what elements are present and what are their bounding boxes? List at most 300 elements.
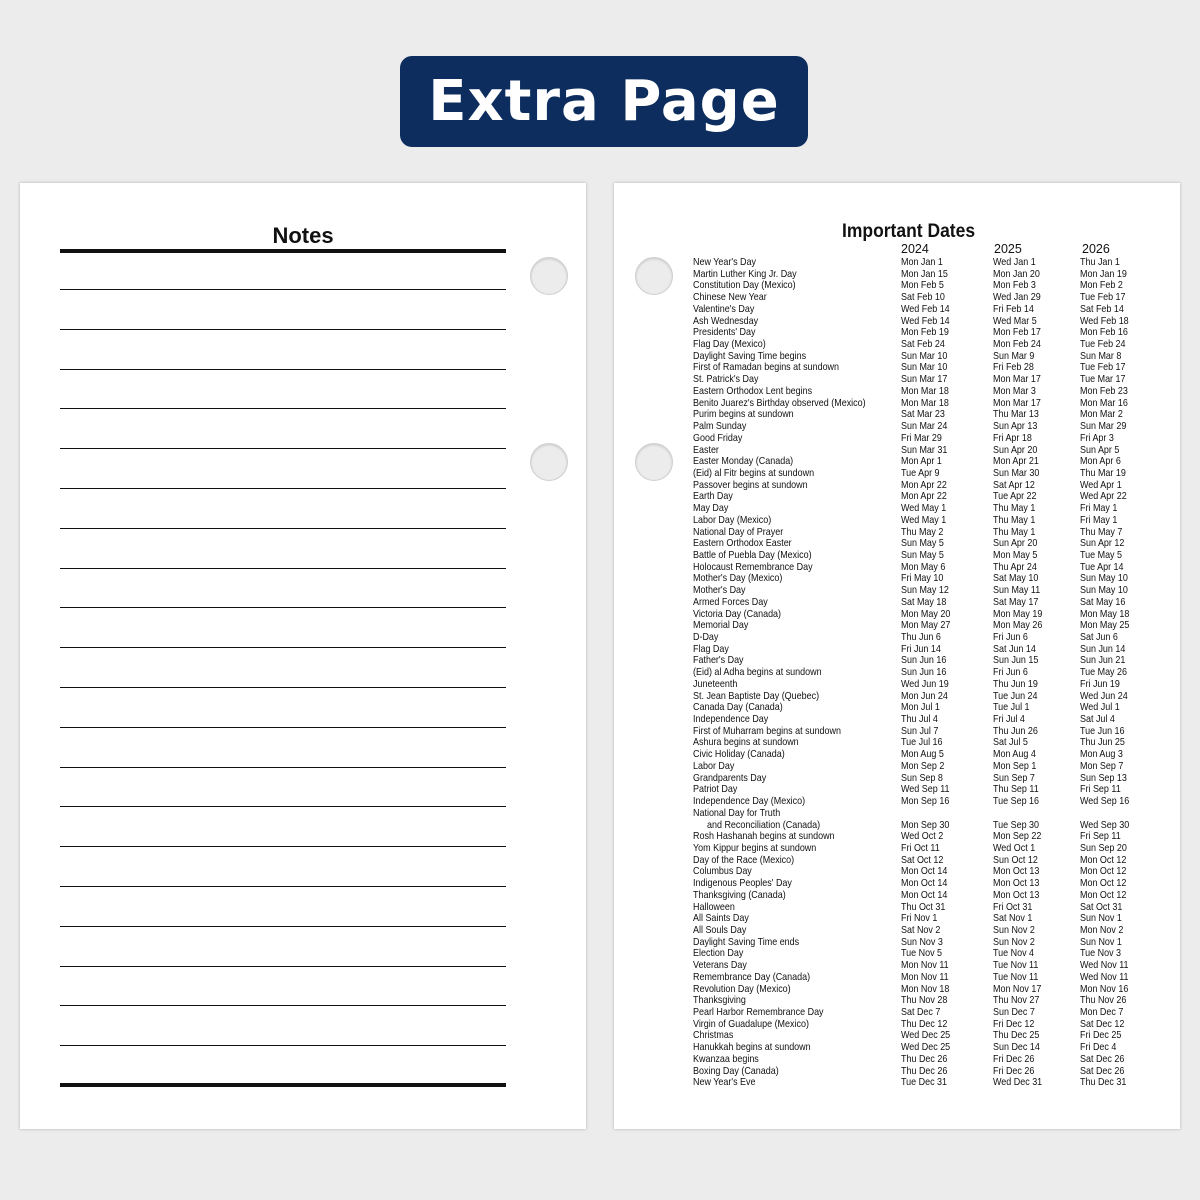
date-2024: Mon Jun 24 xyxy=(901,690,948,702)
date-2024: Mon Apr 1 xyxy=(901,456,942,468)
holiday-name: All Souls Day xyxy=(693,924,747,936)
date-2026: Wed Feb 18 xyxy=(1080,315,1129,327)
date-row xyxy=(693,890,1163,902)
date-2026: Tue Jun 16 xyxy=(1080,725,1125,737)
year-header-2025: 2025 xyxy=(994,242,1022,256)
holiday-name: Victoria Day (Canada) xyxy=(693,608,782,620)
holiday-name: Ash Wednesday xyxy=(693,315,759,327)
date-2026: Thu Nov 26 xyxy=(1080,995,1127,1007)
date-2024: Sat Mar 23 xyxy=(901,409,945,421)
date-row xyxy=(693,468,1163,480)
date-row xyxy=(693,831,1163,843)
date-2024: Mon Aug 5 xyxy=(901,749,944,761)
date-2024: Fri May 10 xyxy=(901,573,944,585)
date-2026: Sat Jun 6 xyxy=(1080,632,1118,643)
holiday-name: Good Friday xyxy=(693,432,743,444)
date-row xyxy=(693,948,1163,960)
holiday-name: First of Ramadan begins at sundown xyxy=(693,362,840,374)
notes-rule-line xyxy=(60,488,506,489)
date-2026: Wed Nov 11 xyxy=(1080,971,1129,983)
date-2026: Fri May 1 xyxy=(1080,514,1118,526)
date-2024: Mon Oct 14 xyxy=(901,889,948,901)
date-2025: Sun Apr 13 xyxy=(993,421,1038,433)
date-2025: Tue Jul 1 xyxy=(993,702,1030,714)
holiday-name: and Reconciliation (Canada) xyxy=(707,819,821,831)
date-2024: Sun Jun 16 xyxy=(901,667,947,679)
holiday-name: Memorial Day xyxy=(693,620,749,632)
date-2025: Sat Apr 12 xyxy=(993,479,1035,491)
date-2026: Fri May 1 xyxy=(1080,503,1118,515)
date-2025: Sun Mar 9 xyxy=(993,350,1035,362)
date-2025: Thu May 1 xyxy=(993,526,1036,538)
date-2025: Tue Nov 4 xyxy=(993,948,1035,960)
date-2026: Mon Sep 7 xyxy=(1080,760,1124,772)
notes-title: Notes xyxy=(272,223,334,248)
holiday-name: Easter Monday (Canada) xyxy=(693,456,794,468)
notes-rule-line xyxy=(60,448,506,449)
date-2026: Tue May 26 xyxy=(1080,667,1128,679)
date-2026: Wed Jul 1 xyxy=(1080,702,1120,714)
date-row xyxy=(693,737,1163,749)
date-2026: Tue Apr 14 xyxy=(1080,561,1124,573)
date-2025: Fri Jun 6 xyxy=(993,667,1028,679)
date-2024: Mon Nov 11 xyxy=(901,960,949,972)
date-2026: Mon Oct 12 xyxy=(1080,866,1127,878)
holiday-name: National Day of Prayer xyxy=(693,526,784,538)
date-2025: Thu Sep 11 xyxy=(993,784,1039,796)
date-2025: Thu Mar 13 xyxy=(993,409,1039,421)
date-2024: Sun Mar 17 xyxy=(901,374,948,386)
date-2026: Sun Jun 14 xyxy=(1080,643,1126,655)
banner-label: Extra Page xyxy=(428,69,780,134)
important-dates-page xyxy=(614,183,1180,1129)
date-row xyxy=(693,351,1163,363)
date-2024: Thu Dec 26 xyxy=(901,1065,948,1077)
date-2026: Mon Aug 3 xyxy=(1080,749,1123,761)
binder-hole-left-top xyxy=(530,257,568,295)
date-2024: Sun May 5 xyxy=(901,538,944,550)
date-row xyxy=(693,655,1163,667)
date-2026: Wed Nov 11 xyxy=(1080,960,1129,972)
date-2026: Sun May 10 xyxy=(1080,585,1128,597)
date-2024: Mon Apr 22 xyxy=(901,491,947,503)
holiday-name: Columbus Day xyxy=(693,866,752,878)
notes-rule-line xyxy=(60,289,506,290)
holiday-name: Boxing Day (Canada) xyxy=(693,1065,779,1077)
date-2025: Wed Mar 5 xyxy=(993,315,1037,327)
date-2025: Mon Feb 3 xyxy=(993,280,1036,292)
holiday-name: Easter xyxy=(693,444,719,456)
date-2024: Thu Dec 26 xyxy=(901,1053,948,1065)
date-2026: Wed Sep 30 xyxy=(1080,819,1130,831)
date-2026: Wed Sep 16 xyxy=(1080,796,1130,808)
date-2024: Sun Mar 24 xyxy=(901,421,948,433)
date-2024: Wed Feb 14 xyxy=(901,315,950,327)
date-2024: Mon Feb 5 xyxy=(901,280,944,292)
holiday-name: Martin Luther King Jr. Day xyxy=(693,268,797,280)
date-row xyxy=(693,421,1163,433)
date-2026: Wed Apr 1 xyxy=(1080,479,1122,491)
date-2024: Sun Sep 8 xyxy=(901,772,943,784)
date-2025: Sun Oct 12 xyxy=(993,854,1038,866)
notes-rule-line xyxy=(60,607,506,608)
date-2024: Wed May 1 xyxy=(901,503,947,515)
date-row xyxy=(693,362,1163,374)
date-row xyxy=(693,937,1163,949)
date-2025: Mon Sep 22 xyxy=(993,831,1042,843)
date-2024: Thu May 2 xyxy=(901,526,944,538)
holiday-name: Thanksgiving xyxy=(693,995,746,1007)
date-row xyxy=(693,1066,1163,1078)
date-2026: Sun Mar 8 xyxy=(1080,350,1122,362)
date-2024: Mon May 27 xyxy=(901,620,951,632)
date-2024: Thu Dec 12 xyxy=(901,1018,948,1030)
holiday-name: Ashura begins at sundown xyxy=(693,737,799,749)
holiday-name: Daylight Saving Time begins xyxy=(693,350,807,362)
holiday-name: Patriot Day xyxy=(693,784,738,796)
date-2025: Fri Oct 31 xyxy=(993,901,1033,913)
date-2026: Mon Nov 16 xyxy=(1080,983,1129,995)
date-row xyxy=(693,527,1163,539)
date-2025: Sat May 10 xyxy=(993,573,1039,585)
date-2025: Wed Jan 29 xyxy=(993,292,1041,304)
date-2025: Mon Nov 17 xyxy=(993,983,1042,995)
holiday-name: Presidents' Day xyxy=(693,327,756,339)
date-2025: Sat Jul 5 xyxy=(993,737,1028,749)
notes-rule-line xyxy=(60,966,506,967)
date-2025: Sun May 11 xyxy=(993,585,1041,597)
date-2024: Mon Sep 2 xyxy=(901,760,945,772)
year-header-2024: 2024 xyxy=(901,242,929,256)
date-2026: Mon Oct 12 xyxy=(1080,854,1127,866)
date-2024: Wed Dec 25 xyxy=(901,1042,951,1054)
notes-rule-line xyxy=(60,369,506,370)
holiday-name: New Year's Day xyxy=(693,257,757,268)
date-2026: Mon Mar 2 xyxy=(1080,409,1123,421)
date-row xyxy=(693,456,1163,468)
date-2025: Fri Jun 6 xyxy=(993,632,1028,643)
important-dates-title: Important Dates xyxy=(842,221,976,242)
holiday-name: Flag Day (Mexico) xyxy=(693,339,766,351)
date-2026: Mon Nov 2 xyxy=(1080,924,1124,936)
date-2026: Sun Mar 29 xyxy=(1080,421,1127,433)
date-row xyxy=(693,304,1163,316)
date-row xyxy=(693,866,1163,878)
date-row xyxy=(693,679,1163,691)
date-2025: Tue Sep 16 xyxy=(993,796,1040,808)
date-row xyxy=(693,843,1163,855)
date-2026: Sat May 16 xyxy=(1080,596,1126,608)
date-row xyxy=(693,691,1163,703)
date-row xyxy=(693,1019,1163,1031)
date-2026: Sat Dec 26 xyxy=(1080,1053,1125,1065)
date-2024: Wed Sep 11 xyxy=(901,784,950,796)
date-2024: Wed Dec 25 xyxy=(901,1030,951,1042)
date-row xyxy=(693,1054,1163,1066)
date-2026: Fri Dec 4 xyxy=(1080,1042,1117,1054)
date-2025: Mon Feb 17 xyxy=(993,327,1041,339)
date-2024: Wed May 1 xyxy=(901,514,947,526)
date-2025: Mon Apr 21 xyxy=(993,456,1039,468)
date-2025: Mon Oct 13 xyxy=(993,866,1040,878)
notes-top-rule xyxy=(60,249,506,253)
binder-hole-right-bottom xyxy=(635,443,673,481)
notes-rule-line xyxy=(60,687,506,688)
date-row xyxy=(693,269,1163,281)
date-2026: Fri Dec 25 xyxy=(1080,1030,1122,1042)
date-row xyxy=(693,409,1163,421)
date-2025: Mon Feb 24 xyxy=(993,339,1041,351)
date-2026: Mon May 25 xyxy=(1080,620,1130,632)
date-row xyxy=(693,292,1163,304)
date-2025: Sat May 17 xyxy=(993,596,1039,608)
date-row xyxy=(693,503,1163,515)
holiday-name: Labor Day (Mexico) xyxy=(693,514,772,526)
date-2024: Mon Sep 16 xyxy=(901,796,950,808)
date-row xyxy=(693,257,1163,269)
date-2025: Mon Oct 13 xyxy=(993,889,1040,901)
date-2024: Sat Dec 7 xyxy=(901,1007,941,1018)
date-2025: Mon Mar 17 xyxy=(993,374,1041,386)
date-row xyxy=(693,995,1163,1007)
holiday-name: First of Muharram begins at sundown xyxy=(693,725,841,737)
holiday-name: Veterans Day xyxy=(693,960,747,972)
holiday-name: Holocaust Remembrance Day xyxy=(693,561,813,573)
notes-rule-line xyxy=(60,647,506,648)
date-2026: Tue Nov 3 xyxy=(1080,948,1122,960)
date-row xyxy=(693,644,1163,656)
date-row xyxy=(693,632,1163,644)
date-2024: Mon Apr 22 xyxy=(901,479,947,491)
holiday-name: Remembrance Day (Canada) xyxy=(693,971,811,983)
holiday-name: Election Day xyxy=(693,948,744,960)
date-2024: Mon Sep 30 xyxy=(901,819,950,831)
date-2024: Mon Oct 14 xyxy=(901,878,948,890)
notes-rule-line xyxy=(60,767,506,768)
notes-rule-line xyxy=(60,806,506,807)
date-2024: Sun Mar 10 xyxy=(901,362,948,374)
date-2025: Sun Sep 7 xyxy=(993,772,1035,784)
holiday-name: Valentine's Day xyxy=(693,303,755,315)
date-2024: Wed Feb 14 xyxy=(901,303,950,315)
holiday-name: National Day for Truth xyxy=(693,807,781,819)
date-2025: Thu May 1 xyxy=(993,503,1036,515)
date-2024: Mon Mar 18 xyxy=(901,397,949,409)
date-row xyxy=(693,515,1163,527)
date-2026: Tue Mar 17 xyxy=(1080,374,1126,386)
date-2026: Sun Sep 13 xyxy=(1080,772,1127,784)
holiday-name: Battle of Puebla Day (Mexico) xyxy=(693,549,812,561)
date-row xyxy=(693,1042,1163,1054)
date-row xyxy=(693,327,1163,339)
date-row xyxy=(693,984,1163,996)
date-2025: Sun Mar 30 xyxy=(993,467,1040,479)
date-2024: Mon Jan 15 xyxy=(901,268,948,280)
date-row xyxy=(693,667,1163,679)
date-2026: Thu Mar 19 xyxy=(1080,467,1126,479)
date-2025: Fri Dec 12 xyxy=(993,1018,1035,1030)
date-row xyxy=(693,726,1163,738)
holiday-name: Juneteenth xyxy=(693,678,738,690)
date-row xyxy=(693,491,1163,503)
date-2026: Tue May 5 xyxy=(1080,549,1123,561)
date-2024: Thu Nov 28 xyxy=(901,995,948,1007)
date-2025: Mon May 26 xyxy=(993,620,1043,632)
notes-rule-line xyxy=(60,1005,506,1006)
date-2025: Fri Feb 14 xyxy=(993,303,1034,315)
date-2024: Thu Oct 31 xyxy=(901,901,946,913)
holiday-name: Day of the Race (Mexico) xyxy=(693,854,795,866)
date-row xyxy=(693,480,1163,492)
holiday-name: Rosh Hashanah begins at sundown xyxy=(693,831,835,843)
date-2026: Sat Feb 14 xyxy=(1080,303,1124,315)
date-2026: Mon Dec 7 xyxy=(1080,1007,1124,1018)
date-row xyxy=(693,749,1163,761)
date-2025: Fri Feb 28 xyxy=(993,362,1034,374)
holiday-name: Father's Day xyxy=(693,655,744,667)
holiday-name: Civic Holiday (Canada) xyxy=(693,749,785,761)
date-2025: Tue Nov 11 xyxy=(993,960,1039,972)
date-2024: Mon May 6 xyxy=(901,561,946,573)
date-2025: Mon Oct 13 xyxy=(993,878,1040,890)
date-row xyxy=(693,796,1163,808)
date-2026: Thu Jun 25 xyxy=(1080,737,1125,749)
date-2024: Tue Dec 31 xyxy=(901,1077,948,1089)
date-2026: Mon Apr 6 xyxy=(1080,456,1121,468)
holiday-name: Daylight Saving Time ends xyxy=(693,936,800,948)
important-dates-table xyxy=(693,257,1163,1089)
date-row xyxy=(693,280,1163,292)
holiday-name: Chinese New Year xyxy=(693,292,767,304)
date-2025: Fri Dec 26 xyxy=(993,1065,1035,1077)
date-2024: Tue Nov 5 xyxy=(901,948,943,960)
date-row xyxy=(693,316,1163,328)
date-2026: Thu Dec 31 xyxy=(1080,1077,1127,1089)
date-2024: Sun Jul 7 xyxy=(901,725,939,737)
date-2026: Mon Jan 19 xyxy=(1080,268,1127,280)
date-2026: Sat Dec 26 xyxy=(1080,1065,1125,1077)
notes-rule-line xyxy=(60,528,506,529)
date-row xyxy=(693,609,1163,621)
date-2024: Sun May 5 xyxy=(901,549,944,561)
binder-hole-right-top xyxy=(635,257,673,295)
holiday-name: Palm Sunday xyxy=(693,421,747,433)
holiday-name: Canada Day (Canada) xyxy=(693,702,783,714)
date-2025: Wed Jan 1 xyxy=(993,257,1036,268)
date-2025: Mon Mar 3 xyxy=(993,385,1036,397)
holiday-name: Purim begins at sundown xyxy=(693,409,794,421)
date-2026: Sat Oct 31 xyxy=(1080,901,1123,913)
date-2026: Sat Jul 4 xyxy=(1080,714,1115,726)
date-2025: Tue Apr 22 xyxy=(993,491,1037,503)
date-2024: Sat Oct 12 xyxy=(901,854,944,866)
holiday-name: Benito Juarez's Birthday observed (Mexico) xyxy=(693,397,866,409)
date-2026: Sun Apr 5 xyxy=(1080,444,1120,456)
date-2025: Sat Jun 14 xyxy=(993,643,1036,655)
date-row xyxy=(693,773,1163,785)
date-2025: Thu Nov 27 xyxy=(993,995,1040,1007)
holiday-name: Halloween xyxy=(693,901,735,913)
date-2026: Sun Jun 21 xyxy=(1080,655,1126,667)
date-row xyxy=(693,620,1163,632)
date-2026: Fri Apr 3 xyxy=(1080,432,1114,444)
notes-rule-line xyxy=(60,926,506,927)
holiday-name: Indigenous Peoples' Day xyxy=(693,878,792,890)
holiday-name: Grandparents Day xyxy=(693,772,767,784)
date-row xyxy=(693,784,1163,796)
date-2025: Fri Apr 18 xyxy=(993,432,1032,444)
date-2025: Tue Sep 30 xyxy=(993,819,1040,831)
date-2024: Mon May 20 xyxy=(901,608,951,620)
date-2024: Mon Jan 1 xyxy=(901,257,943,268)
date-2025: Sun Apr 20 xyxy=(993,538,1038,550)
date-2025: Sun Jun 15 xyxy=(993,655,1039,667)
date-2026: Mon Oct 12 xyxy=(1080,889,1127,901)
date-2024: Fri Oct 11 xyxy=(901,842,940,854)
date-2025: Mon Jan 20 xyxy=(993,268,1040,280)
date-2026: Mon Mar 16 xyxy=(1080,397,1128,409)
date-2026: Mon Feb 23 xyxy=(1080,385,1128,397)
date-2024: Sun May 12 xyxy=(901,585,949,597)
date-2024: Fri Mar 29 xyxy=(901,432,942,444)
date-row xyxy=(693,808,1163,820)
date-2026: Thu Jan 1 xyxy=(1080,257,1120,268)
holiday-name: D-Day xyxy=(693,632,719,643)
date-2025: Mon May 19 xyxy=(993,608,1043,620)
date-2026: Tue Feb 24 xyxy=(1080,339,1126,351)
date-row xyxy=(693,1007,1163,1019)
date-row xyxy=(693,714,1163,726)
date-row xyxy=(693,855,1163,867)
holiday-name: Pearl Harbor Remembrance Day xyxy=(693,1007,824,1018)
date-2026: Mon Feb 2 xyxy=(1080,280,1123,292)
holiday-name: Eastern Orthodox Easter xyxy=(693,538,792,550)
date-2026: Fri Jun 19 xyxy=(1080,678,1120,690)
date-2026: Fri Sep 11 xyxy=(1080,831,1121,843)
date-row xyxy=(693,433,1163,445)
holiday-name: Mother's Day (Mexico) xyxy=(693,573,783,585)
date-2025: Mon May 5 xyxy=(993,549,1038,561)
holiday-name: Mother's Day xyxy=(693,585,746,597)
holiday-name: Earth Day xyxy=(693,491,733,503)
holiday-name: Hanukkah begins at sundown xyxy=(693,1042,811,1054)
date-2026: Mon Oct 12 xyxy=(1080,878,1127,890)
date-2025: Sun Dec 7 xyxy=(993,1007,1035,1018)
date-row xyxy=(693,702,1163,714)
date-2025: Sat Nov 1 xyxy=(993,913,1033,925)
date-row xyxy=(693,761,1163,773)
date-2026: Sun May 10 xyxy=(1080,573,1128,585)
date-row xyxy=(693,386,1163,398)
holiday-name: (Eid) al Adha begins at sundown xyxy=(693,667,822,679)
notes-bottom-rule xyxy=(60,1083,506,1087)
notes-rule-line xyxy=(60,568,506,569)
date-row xyxy=(693,374,1163,386)
date-2025: Thu Jun 26 xyxy=(993,725,1038,737)
date-row xyxy=(693,398,1163,410)
date-2024: Mon Jul 1 xyxy=(901,702,940,714)
date-2025: Wed Dec 31 xyxy=(993,1077,1043,1089)
date-2024: Sun Mar 10 xyxy=(901,350,948,362)
date-row xyxy=(693,573,1163,585)
date-row xyxy=(693,339,1163,351)
date-2026: Fri Sep 11 xyxy=(1080,784,1121,796)
holiday-name: Constitution Day (Mexico) xyxy=(693,280,796,292)
date-2024: Thu Jun 6 xyxy=(901,632,941,643)
date-2025: Tue Nov 11 xyxy=(993,971,1039,983)
date-2024: Sun Mar 31 xyxy=(901,444,948,456)
date-2025: Mon Mar 17 xyxy=(993,397,1041,409)
